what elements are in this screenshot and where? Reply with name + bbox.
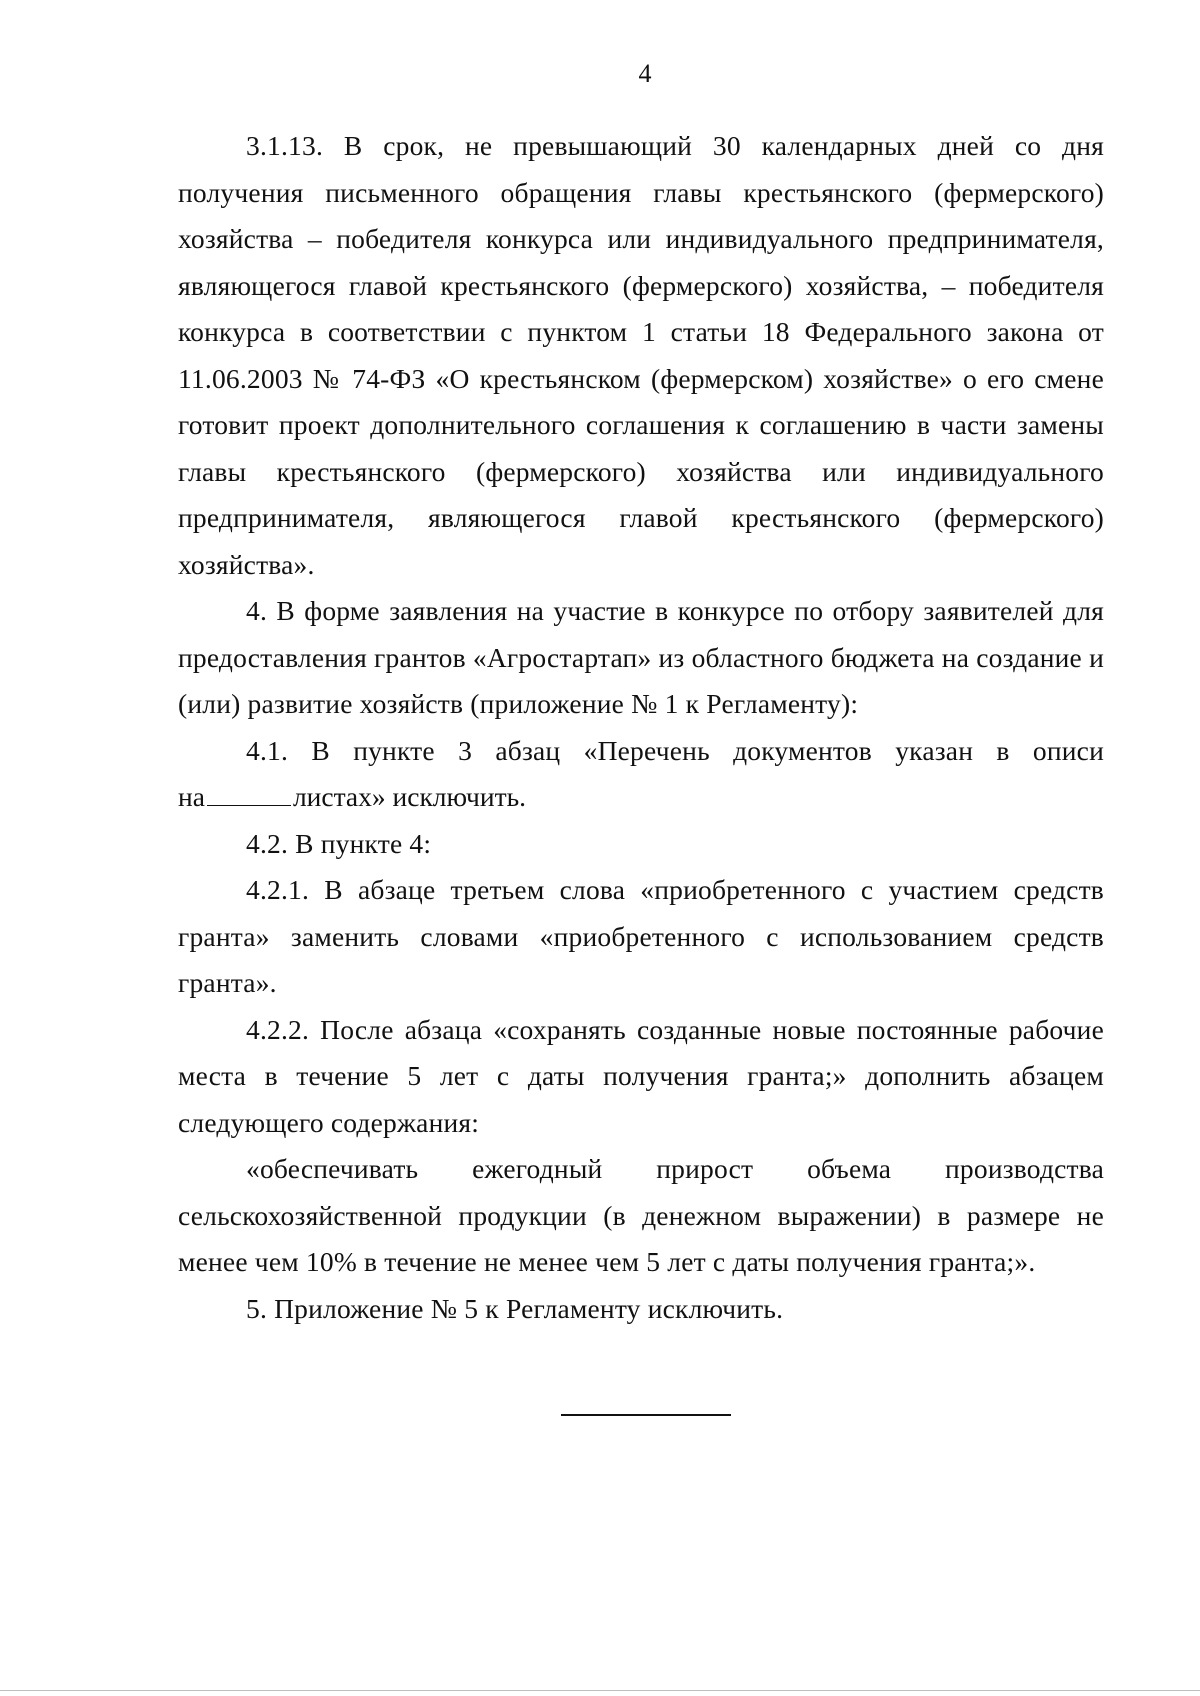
paragraph-3-1-13: 3.1.13. В срок, не превышающий 30 календарных дней со дня получения письменного обращения главы крестьянского (фермерского) хозяйства – победителя конкурса или индивидуального предпринимателя, являющегося главой крестьянского (фермерского) хозяйства, – победителя конкурса в соответствии с пунктом 1 статьи 18 Федерального закона от 11.06.2003 № 74-ФЗ «О крестьянском (фермерском) хозяйстве» о его смене готовит проект дополнительного соглашения к соглашению в части замены главы крестьянского (фермерского) хозяйства или индивидуального предпринимателя, являющегося главой крестьянского (фермерского) хозяйства». xyxy=(178,130,1104,580)
paragraph-4-2-2: 4.2.2. После абзаца «сохранять созданные новые постоянные рабочие места в течение 5 лет с даты получения гранта;» дополнить абзацем следующего содержания: xyxy=(178,1013,1104,1138)
paragraph-5: 5. Приложение № 5 к Регламенту исключить. xyxy=(246,1292,784,1324)
paragraph-4-1-continuation xyxy=(178,774,1104,821)
document-body xyxy=(178,123,1104,1332)
end-separator-line xyxy=(561,1414,731,1416)
paragraph-4: 4. В форме заявления на участие в конкурсе по отбору заявителей для предоставления грантов «Агростартап» из областного бюджета на создание и (или) развитие хозяйств (приложение № 1 к Регламенту): xyxy=(178,595,1104,719)
blank-line xyxy=(207,781,291,806)
paragraph-4-2: 4.2. В пункте 4: xyxy=(246,827,432,859)
paragraph-4-1: 4.1. В пункте 3 абзац «Перечень документов указан в описи xyxy=(246,734,1104,766)
paragraph-4-1-suffix: листах» исключить. xyxy=(292,781,527,812)
page-number: 4 xyxy=(638,59,652,88)
paragraph-quote: «обеспечивать ежегодный прирост объема производства сельскохозяйственной продукции (в денежном выражении) в размере не менее чем 10% в течение не менее чем 5 лет с даты получения гранта;». xyxy=(178,1153,1104,1277)
paragraph-4-2-1: 4.2.1. В абзаце третьем слова «приобретенного с участием средств гранта» заменить словами «приобретенного с использованием средств гранта». xyxy=(178,874,1104,998)
scan-bottom-edge xyxy=(0,1690,1200,1691)
paragraph-4-1-prefix: на xyxy=(178,781,205,812)
